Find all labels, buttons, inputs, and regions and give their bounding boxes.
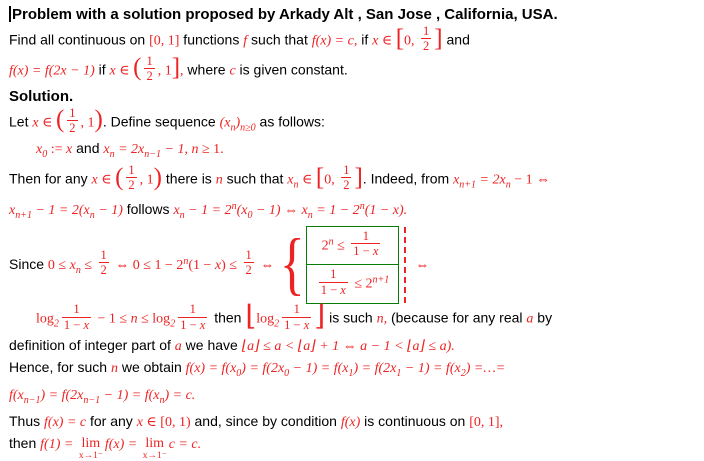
problem-statement-line-1: Find all continuous on [0, 1] functions f such that f(x) = c, if x ∈ [0, $\frac{1}{2}$ ] and [9,24,470,54]
thus-line: Thus f(x) = c for any x ∈ [0, 1) and, since by condition f(x) is continuous on [0, 1], [9,412,504,430]
limit-line: then f(1) = lim x→1⁻ f(x) = lim x→1⁻ c = c. [9,434,202,461]
fraction: $\frac{1}{2}$ [245,248,252,278]
left-paren: ( [133,54,142,82]
fraction: $\frac{1}{2}$ [128,163,135,193]
fraction: $\frac{1}{1 - x}$ [180,302,206,332]
left-floor-bracket: ⌊ [245,301,257,333]
chain-conclusion-line: $f(x_{n-1}) = f(2x_{n-1} - 1) = f(x_n) = c$. [9,387,196,406]
left-bracket: [ [315,163,325,191]
fraction: $\frac{1}{2}$ [343,163,350,193]
left-brace: { [279,225,305,303]
recurrence-definition: $x_0$ := x and $x_n = 2x_{n-1} - 1$, n ≥ 1. [36,140,224,161]
problem-statement-line-2: f(x) = f(2x − 1) if x ∈ ( $\frac{1}{2}$ , 1], where c is given constant. [9,53,348,84]
fraction: $\frac{1}{1 - x}$ [284,302,310,332]
system-row-1: $2^n$ ≤ $\frac{1}{1 - x}$ [321,228,379,259]
left-bracket: [ [395,24,405,52]
fraction: $\frac{1}{2}$ [423,24,430,54]
integer-part-line: definition of integer part of a we have ⌊a⌋ ≤ a < ⌊a⌋ + 1 ⇔ a − 1 < ⌊a⌋ ≤ a). [9,336,455,354]
left-paren: ( [115,163,124,191]
solution-line-2: Then for any x ∈ ( $\frac{1}{2}$ , 1) there is n such that $x_n$ ∈ [0, $\frac{1}{2}$ ]. Indeed, from $x_{n+1} = 2x_n - 1$ ⇔ [9,163,551,193]
right-paren: ) [153,163,162,191]
since-line-with-system: Since $0 \le x_n$ ≤ $\frac{1}{2}$ ⇔ $0 \le 1 - 2^n(1 - x)$ ≤ $\frac{1}{2}$ ⇔ { $2^n$ ≤ $\frac{1}{1 - x}$ $\frac{1}{1 - x}$ ≤ $2^{n+1}$ ⇔ [9,225,430,303]
solution-line-3: $x_{n+1} - 1 = 2(x_n - 1)$ follows $x_n - 1 = 2^n(x_0 - 1)$ ⇔ $x_n = 1 - 2^n(1 - x)$. [9,200,408,221]
solution-heading: Solution. [9,87,74,105]
system-box [306,226,400,305]
right-paren: ) [94,106,103,134]
limit-block: lim x→1⁻ [142,435,167,461]
fraction: $\frac{1}{1 - x}$ [63,302,90,332]
right-bracket: ] [354,163,363,191]
text-cursor [9,6,11,22]
left-paren: ( [55,106,65,134]
page-title: Problem with a solution proposed by Arkady Alt , San Jose , California, USA. [12,6,558,23]
fraction: $\frac{1}{2}$ [146,53,153,84]
hence-line: Hence, for such n we obtain $f(x) = f(x_0) = f(2x_0 - 1) = f(x_1) = f(2x_1 - 1) = f(x_2)$ =…= [9,358,506,379]
right-bracket: ] [171,54,181,82]
limit-block: lim x→1⁻ [78,435,103,461]
fraction: $\frac{1}{2}$ [69,105,76,135]
fraction: $\frac{1}{2}$ [100,248,107,278]
fraction: $\frac{1}{1 - x}$ [320,267,346,297]
title-line [9,4,698,26]
fraction: $\frac{1}{1 - x}$ [353,228,379,259]
dashed-separator [404,227,406,303]
right-bracket: ] [434,24,443,52]
document-page [9,4,698,461]
log-bound-line: $\log_2$ $\frac{1}{1 - x}$ − $1 \le n \le \log_2$ $\frac{1}{1 - x}$ then $⌊\log_2$ $\frac{1}{1 - x}$ ⌋ is such n, (because for any real a by [36,301,553,333]
right-floor-bracket: ⌋ [314,301,326,333]
system-row-2: $\frac{1}{1 - x}$ ≤ $2^{n+1}$ [307,264,399,303]
solution-line-1: Let x ∈ ( $\frac{1}{2}$ , 1). Define sequence $(x_n)_{n\ge 0}$ as follows: [9,105,325,135]
